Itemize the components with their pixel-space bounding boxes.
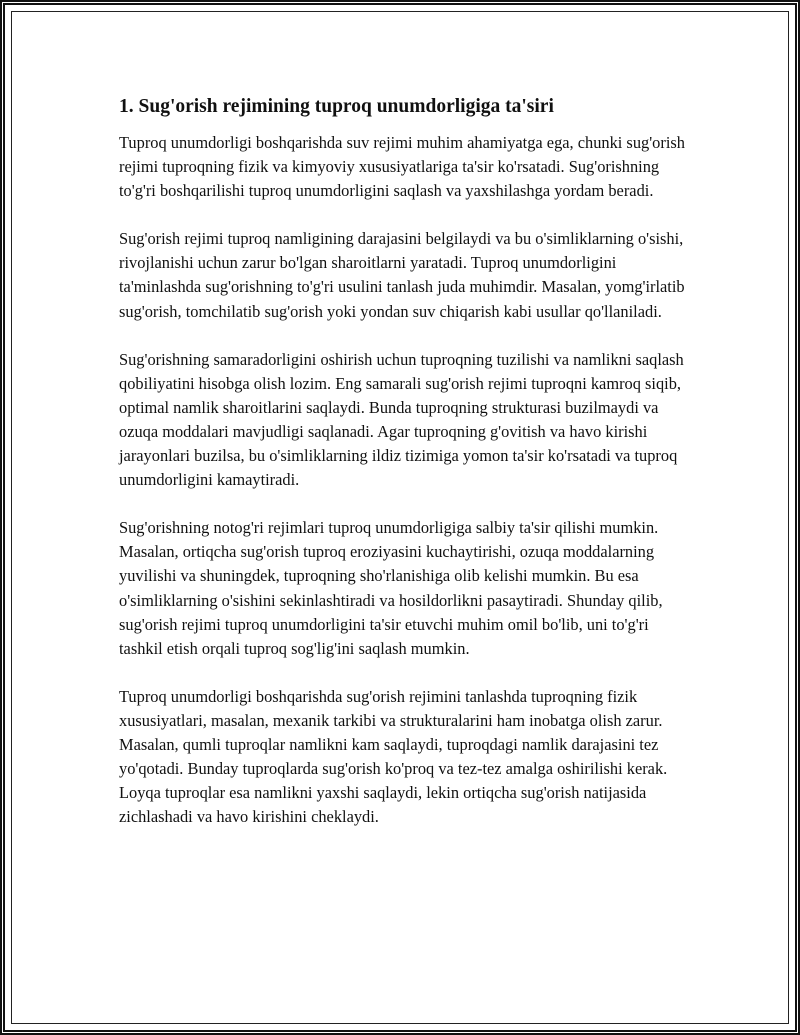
paragraph-4: Sug'orishning notog'ri rejimlari tuproq unumdorligiga salbiy ta'sir qilishi mumkin. Masalan, ortiqcha sug'orish tuproq eroziyasini kuchaytirishi, ozuqa moddalarning yuvilishi va shuningdek, tuproqning sho'rlanishiga olib kelishi mumkin. Bu esa o'simliklarning o'sishini sekinlashtiradi va hosildorlikni pasaytiradi. Shunday qilib, sug'orish rejimi tuproq unumdorligini ta'sir etuvchi muhim omil bo'lib, uni to'g'ri tashkil etish orqali tuproq sog'lig'ini saqlash mumkin. xyxy=(119,518,663,658)
paragraph-1: Tuproq unumdorligi boshqarishda suv rejimi muhim ahamiyatga ega, chunki sug'orish rejimi tuproqning fizik va kimyoviy xususiyatlariga ta'sir ko'rsatadi. Sug'orishning to'g'ri boshqarilishi tuproq unumdorligini saqlash va yaxshilashga yordam beradi. xyxy=(119,133,685,201)
section-heading: 1. Sug'orish rejimining tuproq unumdorligiga ta'siri xyxy=(119,96,554,117)
paragraph-3: Sug'orishning samaradorligini oshirish uchun tuproqning tuzilishi va namlikni saqlash qobiliyatini hisobga olish lozim. Eng samarali sug'orish rejimi tuproqni kamroq siqib, optimal namlik sharoitlarini saqlaydi. Bunda tuproqning strukturasi buzilmaydi va ozuqa moddalari mavjudligi saqlanadi. Agar tuproqning g'ovitish va havo kirishi jarayonlari buzilsa, bu o'simliklarning ildiz tizimiga yomon ta'sir ko'rsatadi va tuproq unumdorligini kamaytiradi. xyxy=(119,349,684,490)
paragraph-5: Tuproq unumdorligi boshqarishda sug'orish rejimini tanlashda tuproqning fizik xususiyatlari, masalan, mexanik tarkibi va strukturalarini ham inobatga olish zarur. Masalan, qumli tuproqlar namlikni kam saqlaydi, tuproqdagi namlik darajasini tez yo'qotadi. Bunday tuproqlarda sug'orish ko'proq va tez-tez amalga oshirilishi kerak. Loyqa tuproqlar esa namlikni yaxshi saqlaydi, lekin ortiqcha sug'orish natijasida zichlashadi va havo kirishini cheklaydi. xyxy=(119,686,668,827)
paragraph-2: Sug'orish rejimi tuproq namligining darajasini belgilaydi va bu o'simliklarning o'sishi, rivojlanishi uchun zarur bo'lgan sharoitlarni yaratadi. Tuproq unumdorligini ta'minlashda sug'orishning to'g'ri usulini tanlash juda muhimdir. Masalan, yomg'irlatib sug'orish, tomchilatib sug'orish yoki yondan suv chiqarish kabi usullar qo'llaniladi. xyxy=(119,229,685,321)
document-body xyxy=(119,93,689,853)
